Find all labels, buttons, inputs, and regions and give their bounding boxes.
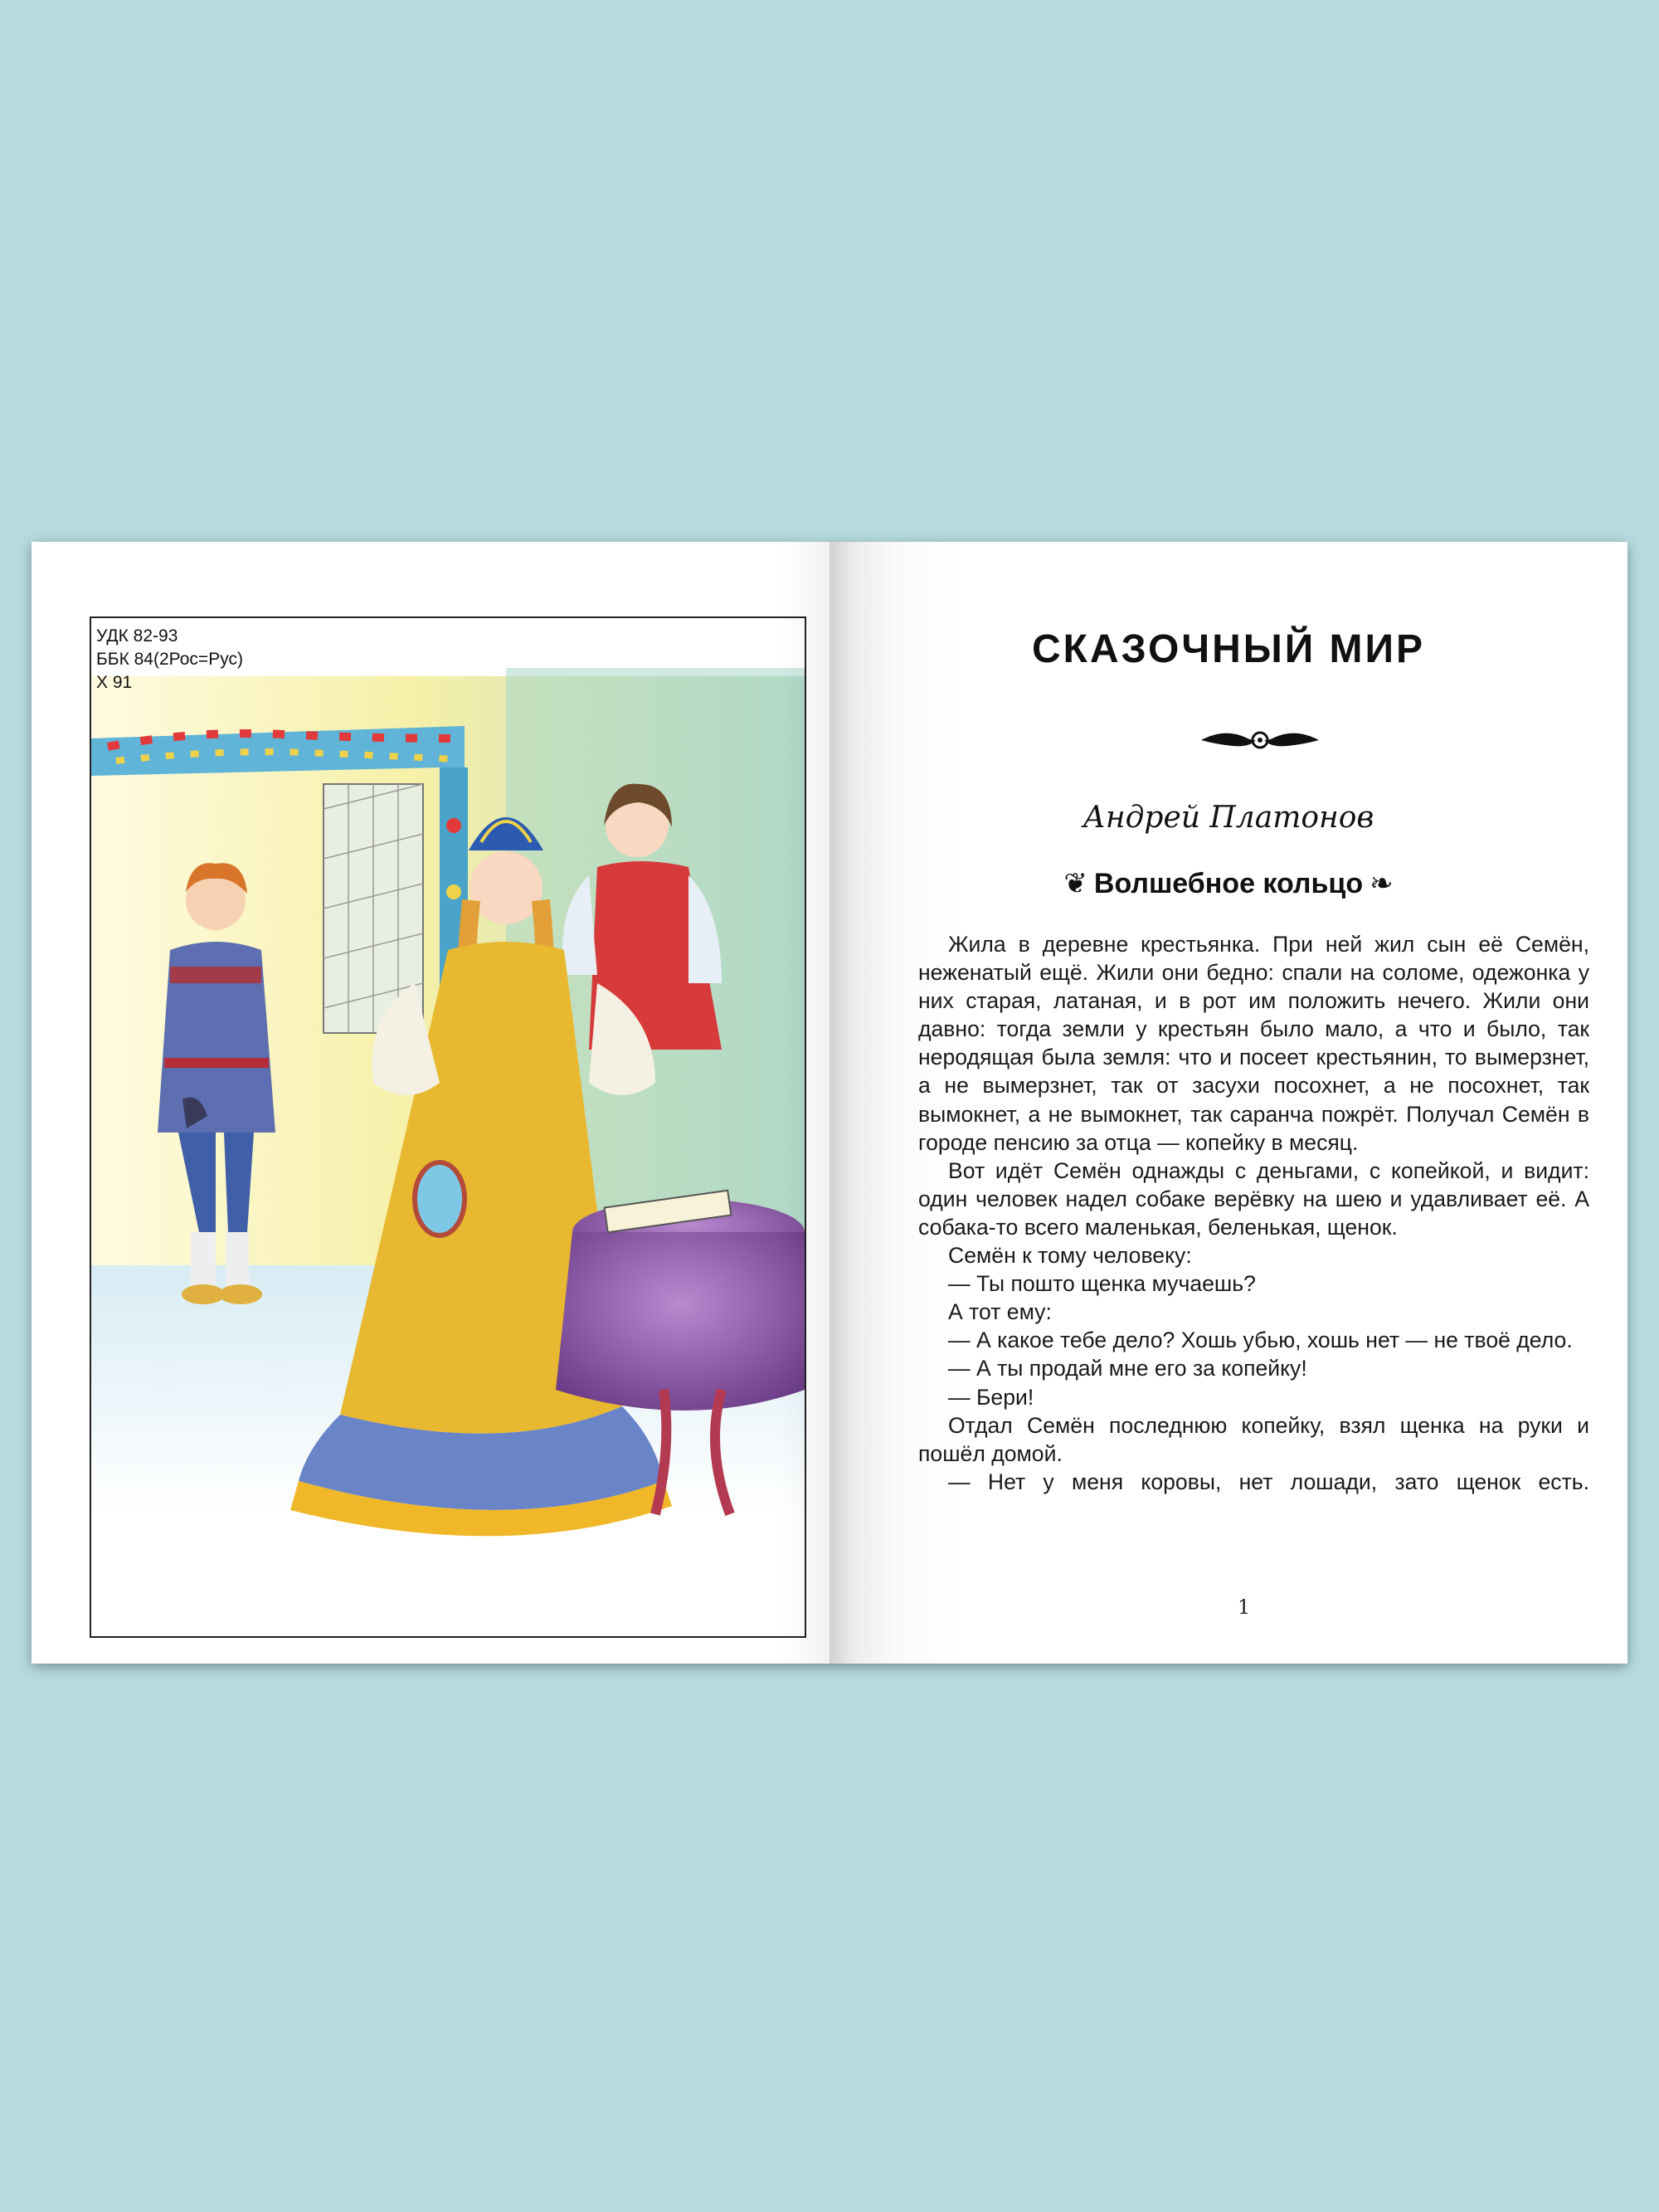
- paragraph: — А ты продай мне его за копейку!: [948, 1356, 1307, 1381]
- paragraph: Вот идёт Семён однажды с деньгами, с копейкой, и видит: один человек надел собаке верёвку на шею и удавливает её. А собака-то всего маленькая, беленькая, щенок.: [918, 1157, 1589, 1240]
- left-flourish-icon: ❦: [1063, 868, 1087, 899]
- author-mark: Х 91: [96, 673, 133, 692]
- page-number: 1: [1238, 1596, 1251, 1619]
- right-flourish-icon: ❧: [1370, 868, 1394, 899]
- ornament-divider-icon: [1199, 726, 1321, 754]
- paragraph: — Ты пошто щенка мучаешь?: [948, 1271, 1256, 1297]
- book-spread: [32, 542, 1627, 1664]
- story-title-line: [830, 867, 1627, 900]
- paragraph: Жила в деревне крестьянка. При ней жил сын её Семён, неженатый ещё. Жили они бедно: спали на соломе, одежонка у них старая, латаная, и в рот им положить нечего. Жили они давно: тогда земли у крестьян было мало, а что и было, так неродящая была земля: что и посеет крестьянин, то вымерзнет, а не вымерзнет, так от засухи посохнет, а не посохнет, так вымокнет, а не вымокнет, так саранча пожрёт. Получал Семён в городе пенсию за отца — копейку в месяц.: [918, 932, 1589, 1155]
- left-page: [32, 542, 830, 1664]
- story-text: [918, 930, 1589, 1496]
- bbk-code: ББК 84(2Рос=Рус): [96, 650, 243, 669]
- paragraph: — Нет у меня коровы, нет лошади, зато щенок есть.: [948, 1469, 1589, 1494]
- paragraph: — Бери!: [948, 1384, 1034, 1410]
- paragraph: Семён к тому человеку:: [948, 1243, 1192, 1269]
- illustration-drawing: [91, 618, 805, 1636]
- gutter-shadow: [778, 542, 830, 1664]
- section-title: СКАЗОЧНЫЙ МИР: [1031, 627, 1426, 671]
- udk-code: УДК 82-93: [96, 626, 178, 646]
- author-name: Андрей Платонов: [1082, 801, 1374, 835]
- story-title: Волшебное кольцо: [1093, 868, 1364, 899]
- paragraph: — А какое тебе дело? Хошь убью, хошь нет — не твоё дело.: [948, 1328, 1573, 1353]
- illustration: [90, 616, 806, 1638]
- paragraph: Отдал Семён последнюю копейку, взял щенка на руки и пошёл домой.: [918, 1412, 1589, 1466]
- catalog-codes: [96, 625, 243, 694]
- paragraph: А тот ему:: [948, 1299, 1052, 1325]
